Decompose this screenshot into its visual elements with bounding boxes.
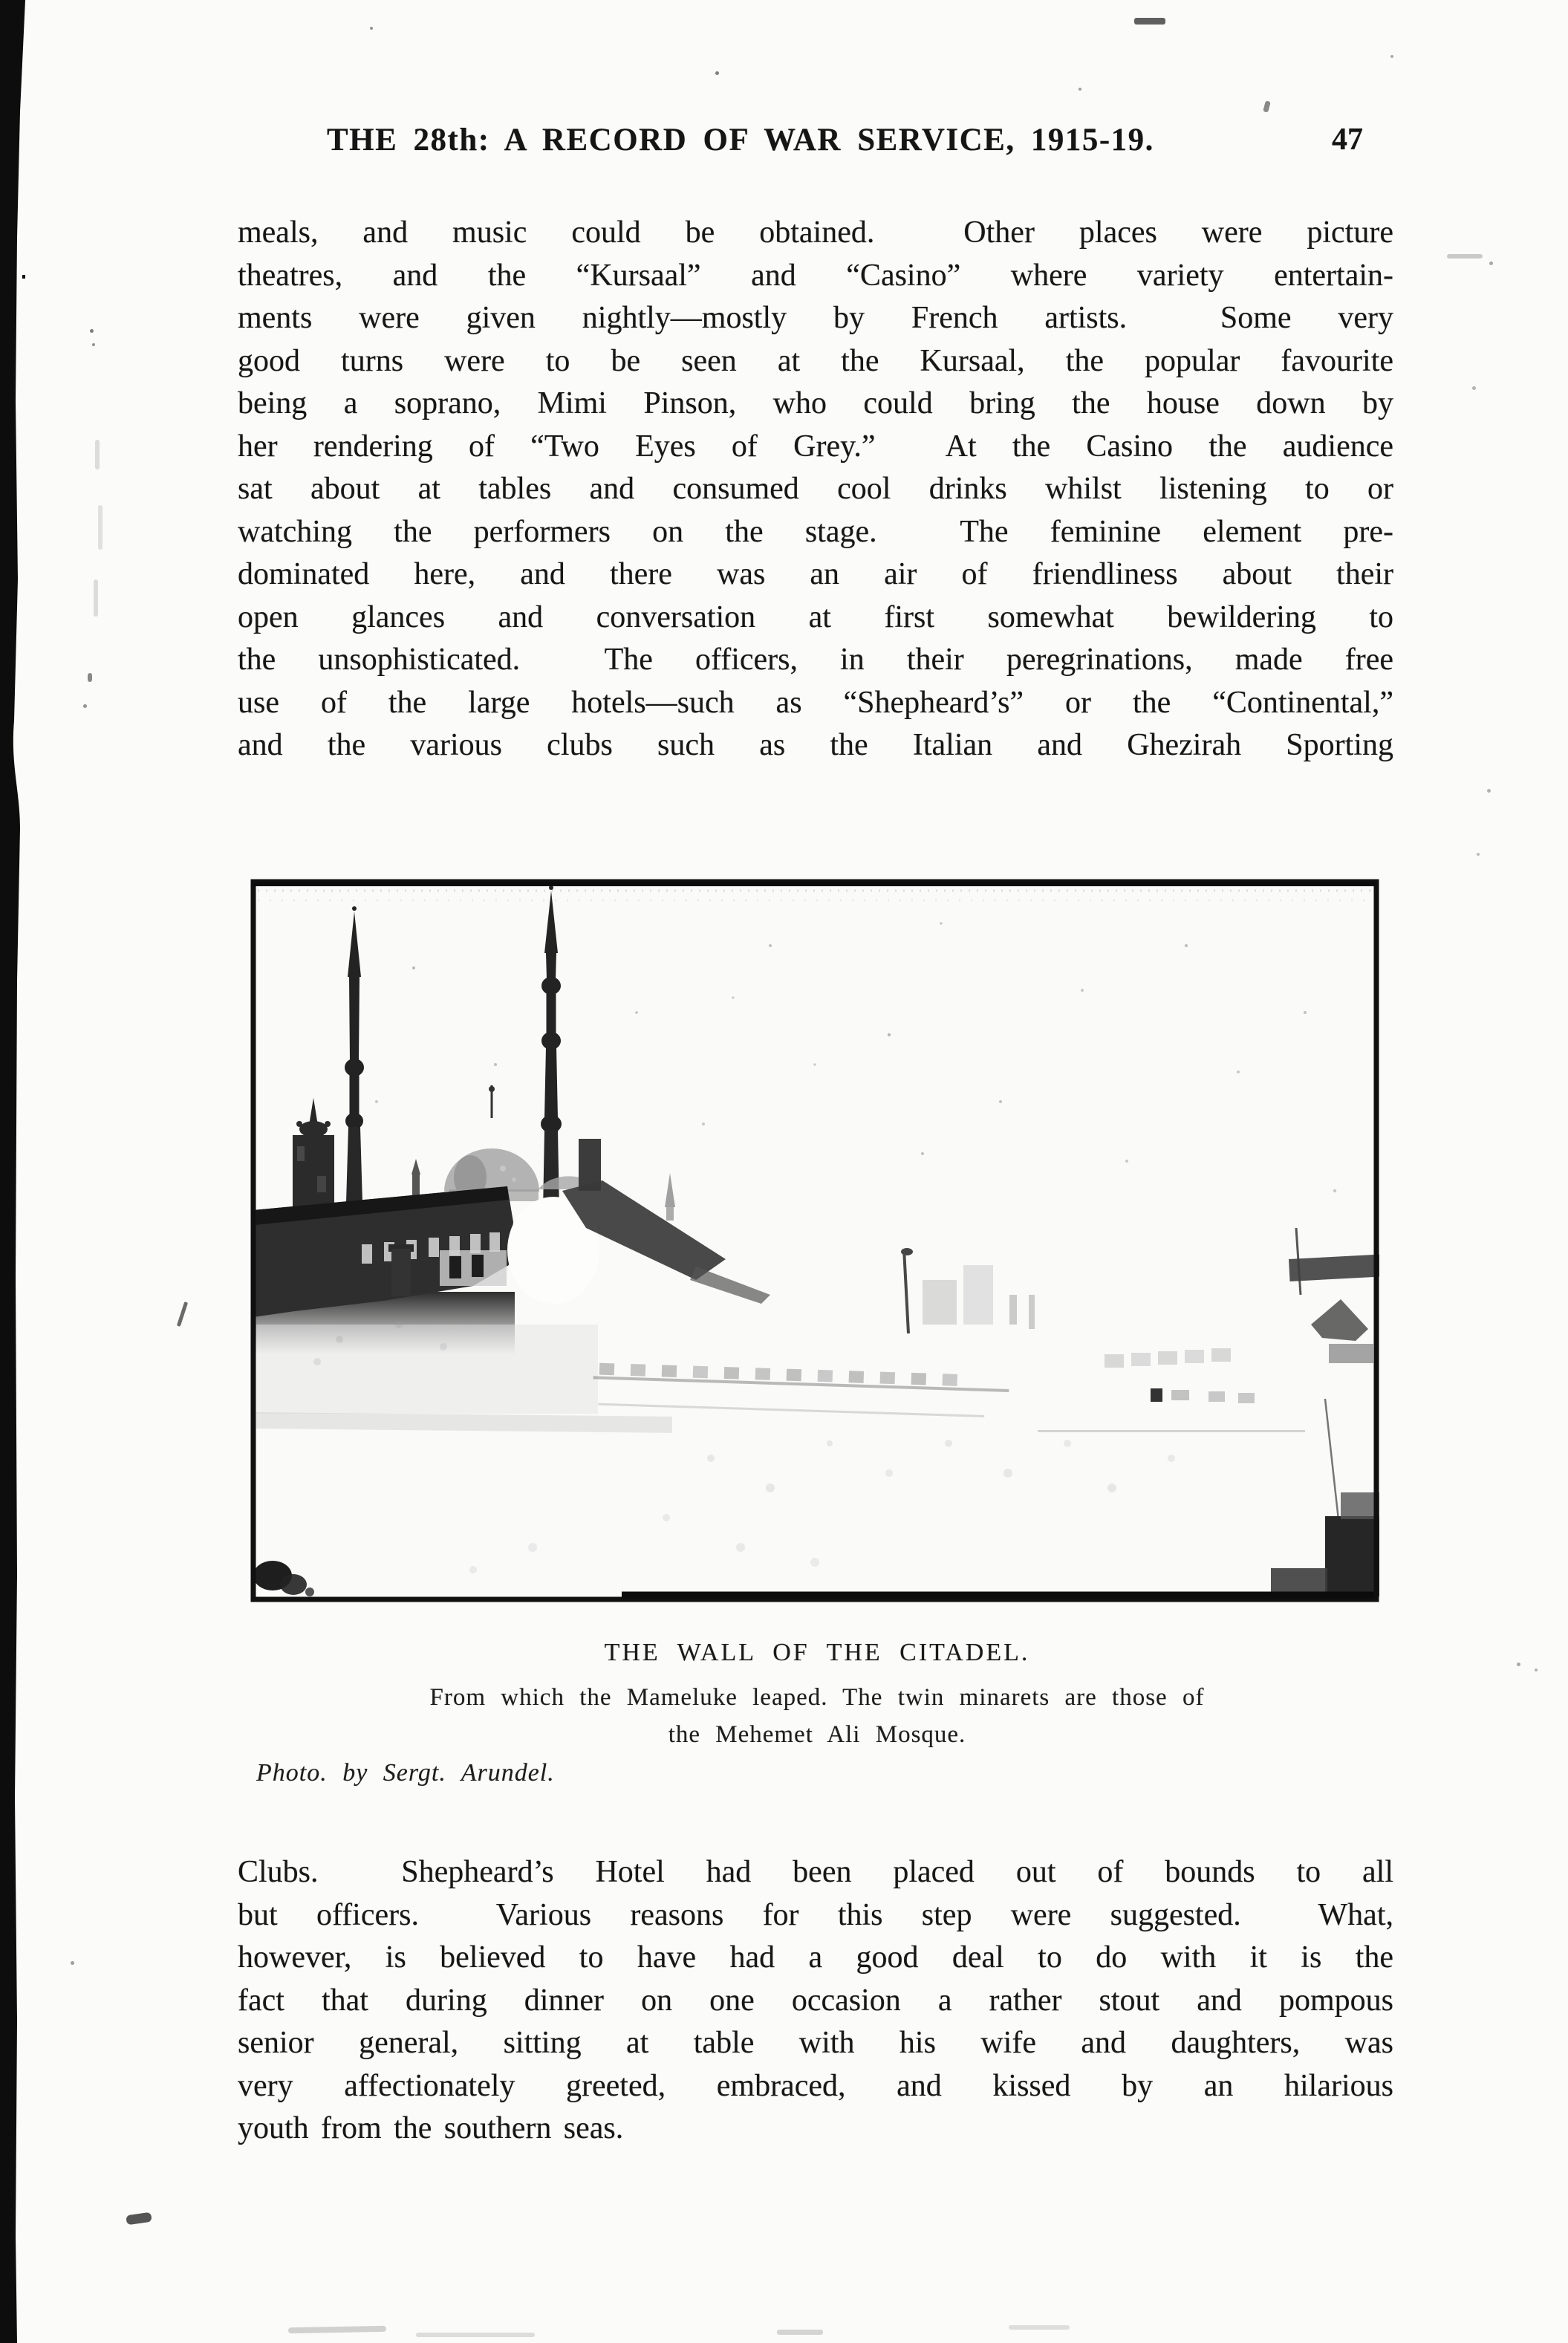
scan-speckle — [1390, 55, 1393, 58]
scan-speckle — [288, 2326, 386, 2333]
scan-speckle — [1079, 88, 1081, 91]
text-line: very affectionately greeted, embraced, and kissed by an hilarious — [238, 2068, 1393, 2103]
scan-speckle — [1487, 789, 1491, 793]
caption-line: From which the Mameluke leaped. The twin minarets are those of — [429, 1684, 1205, 1711]
text-line: fact that during dinner on one occasion a rather stout and pompous — [238, 1983, 1393, 2018]
text-line: dominated here, and there was an air of friendliness about their — [238, 557, 1393, 591]
scan-speckle — [1517, 1663, 1520, 1666]
text-line: the unsophisticated. The officers, in their peregrinations, made free — [238, 643, 1393, 677]
text-line: senior general, sitting at table with his wife and daughters, was — [238, 2026, 1393, 2060]
scan-speckle — [416, 2333, 535, 2337]
page-header-title: THE 28th: A RECORD OF WAR SERVICE, 1915-19. — [327, 123, 1154, 157]
scan-speckle — [126, 2212, 152, 2226]
text-line: ments were given nightly—mostly by French artists. Some very — [238, 301, 1393, 335]
scan-speckle — [92, 343, 95, 346]
caption-title: THE WALL OF THE CITADEL. — [604, 1639, 1030, 1666]
text-line: use of the large hotels—such as “Shepheard’s” or the “Continental,” — [238, 685, 1393, 720]
scan-speckle — [1134, 18, 1165, 25]
scan-speckle — [1009, 2325, 1070, 2330]
text-line: however, is believed to have had a good deal to do with it is the — [238, 1940, 1393, 1975]
paragraph-top — [238, 212, 1393, 767]
scan-speckle — [370, 27, 373, 30]
scan-speckle — [777, 2330, 823, 2335]
scan-speckle — [88, 673, 92, 682]
text-line: meals, and music could be obtained. Other places were picture — [238, 215, 1393, 250]
scan-speckle — [1472, 386, 1476, 390]
text-line: sat about at tables and consumed cool drinks whilst listening to or — [238, 472, 1393, 506]
citadel-photo-illustration — [250, 879, 1379, 1602]
scan-speckle — [1263, 100, 1271, 112]
text-line: Clubs. Shepheard’s Hotel had been placed out of bounds to all — [238, 1855, 1393, 1889]
text-line: her rendering of “Two Eyes of Grey.” At the Casino the audience — [238, 429, 1393, 464]
scan-speckle — [177, 1302, 188, 1327]
citadel-photograph — [250, 879, 1379, 1602]
photo-credit: Photo. by Sergt. Arundel. — [256, 1759, 555, 1787]
paragraph-bottom — [238, 1851, 1393, 2151]
scan-speckle — [83, 704, 87, 708]
figure-caption — [238, 1639, 1396, 1753]
text-line: and the various clubs such as the Italian and Ghezirah Sporting — [238, 728, 1393, 762]
scan-speckle — [95, 440, 100, 469]
text-line: open glances and conversation at first somewhat bewildering to — [238, 599, 1393, 634]
scan-speckle — [98, 505, 103, 550]
scan-speckle — [1447, 254, 1483, 259]
scan-speckle — [1535, 1668, 1538, 1671]
scan-speckle — [94, 579, 98, 617]
scan-speckle — [71, 1961, 74, 1965]
text-line: theatres, and the “Kursaal” and “Casino” where variety entertain- — [238, 258, 1393, 293]
scan-speckle — [1477, 853, 1480, 856]
caption-line: the Mehemet Ali Mosque. — [668, 1721, 966, 1748]
text-line: youth from the southern seas. — [238, 2111, 624, 2145]
page-number: 47 — [1332, 123, 1363, 157]
scan-gutter-shadow — [0, 0, 33, 2343]
text-line: watching the performers on the stage. The feminine element pre- — [238, 514, 1393, 549]
scan-speckle — [1489, 261, 1493, 265]
text-line: being a soprano, Mimi Pinson, who could bring the house down by — [238, 386, 1393, 420]
scan-speckle — [715, 71, 719, 75]
scan-speckle — [90, 329, 94, 333]
text-line: but officers. Various reasons for this step were suggested. What, — [238, 1897, 1393, 1932]
text-line: good turns were to be seen at the Kursaal, the popular favourite — [238, 343, 1393, 378]
